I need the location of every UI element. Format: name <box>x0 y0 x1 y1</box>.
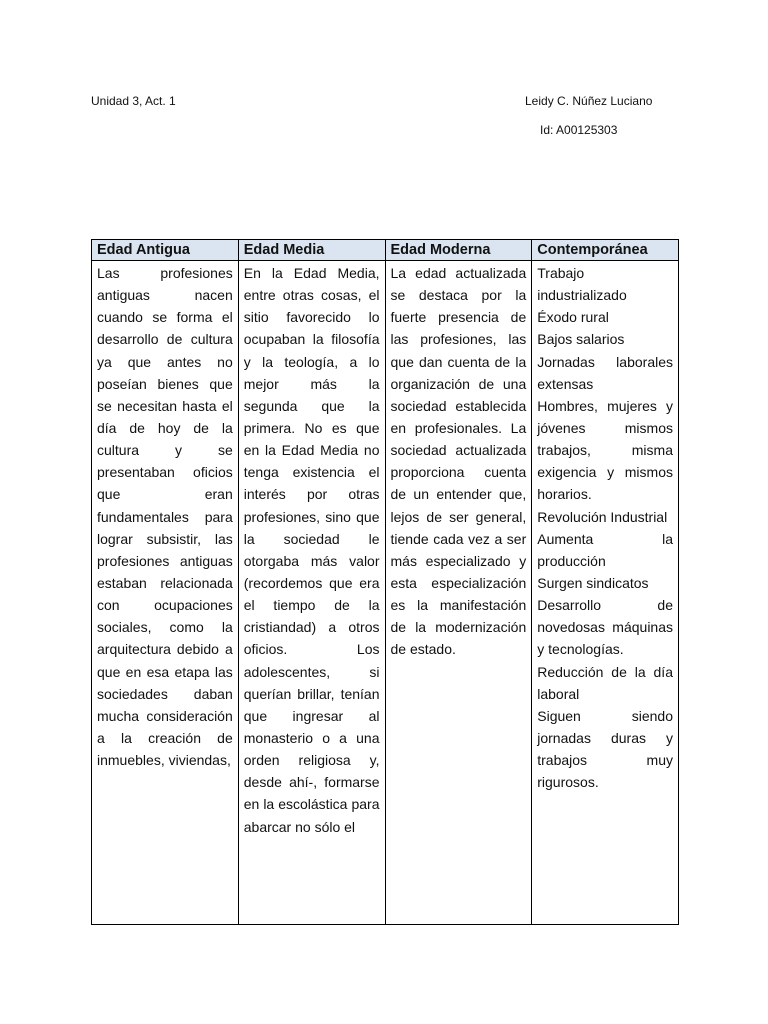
cell-edad-moderna: La edad actualizada se destaca por la fuerte presencia de las profesiones, las que dan cuenta de la organización de una sociedad establecida en profesionales. La sociedad actualizada proporciona cuenta de un entender que, lejos de ser general, tiende cada vez a ser más especializado y esta especialización es la manifestación de la modernización de estado. <box>385 261 532 925</box>
list-item: Surgen sindicatos <box>537 574 649 591</box>
list-item: Siguen siendo jornadas duras y trabajos muy rigurosos. <box>537 707 673 791</box>
course-label: Unidad 3, Act. 1 <box>91 94 176 108</box>
header-edad-antigua: Edad Antigua <box>92 240 239 261</box>
list-item: Aumenta la producción <box>537 530 673 569</box>
cell-contemporanea <box>532 261 679 925</box>
header-contemporanea: Contemporánea <box>532 240 679 261</box>
list-item: Desarrollo de novedosas máquinas y tecnologías. <box>537 597 673 658</box>
list-item: Trabajo industrializado <box>537 265 627 304</box>
list-item: Bajos salarios <box>537 331 625 348</box>
cell-edad-media: En la Edad Media, entre otras cosas, el sitio favorecido lo ocupaban la filosofía y la teología, a lo mejor más la segunda que la primera. No es que en la Edad Media no tenga existencia el interés por otras profesiones, sino que la sociedad le otorgaba más valor (recordemos que era el tiempo de la cristiandad) a otros oficios. Los adolescentes, si querían brillar, tenían que ingresar al monasterio o a una orden religiosa y, desde ahí-, formarse en la escolástica para abarcar no sólo el <box>238 261 385 925</box>
list-item: Hombres, mujeres y jóvenes mismos trabajos, misma exigencia y mismos horarios. <box>537 397 673 503</box>
cell-edad-antigua: Las profesiones antiguas nacen cuando se forma el desarrollo de cultura ya que antes no poseían bienes que se necesitan hasta el día de hoy de la cultura y se presentaban oficios que eran fundamentales para lograr subsistir, las profesiones antiguas estaban relacionada con ocupaciones sociales, como la arquitectura debido a que en esa etapa las sociedades daban mucha consideración a la creación de inmuebles, viviendas, <box>92 261 239 925</box>
list-item: Éxodo rural <box>537 309 609 326</box>
table-header-row <box>92 240 679 261</box>
student-id: Id: A00125303 <box>540 123 618 137</box>
list-item: Revolución Industrial <box>537 508 668 525</box>
table-row <box>92 261 679 925</box>
ages-comparison-table <box>91 239 679 925</box>
header-edad-media: Edad Media <box>238 240 385 261</box>
list-item: Jornadas laborales extensas <box>537 353 673 392</box>
header-edad-moderna: Edad Moderna <box>385 240 532 261</box>
list-item: Reducción de la día laboral <box>537 663 673 702</box>
author-name: Leidy C. Núñez Luciano <box>525 94 653 108</box>
